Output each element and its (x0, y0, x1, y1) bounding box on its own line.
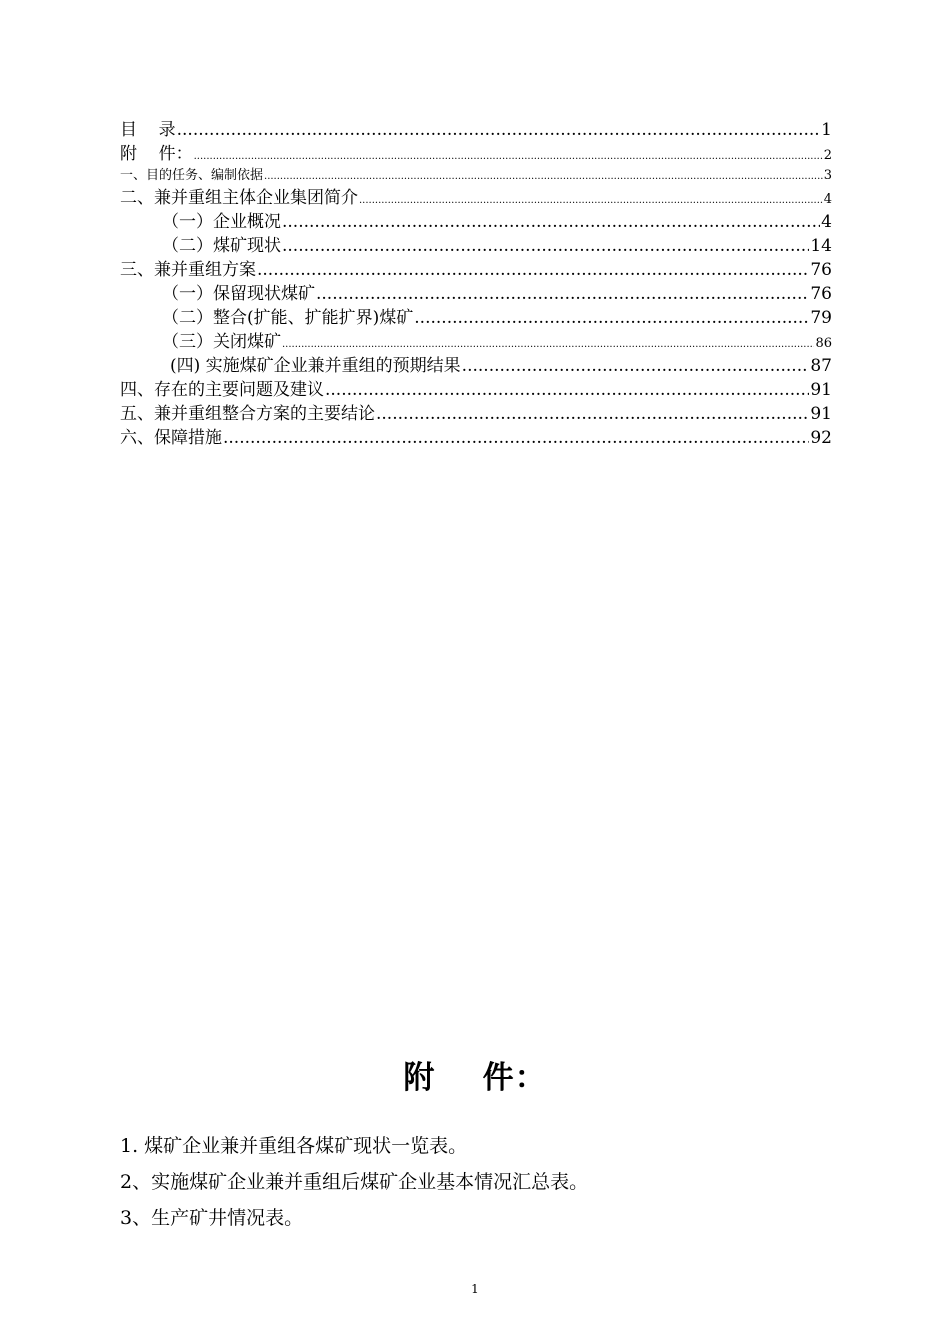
toc-leader-dots (316, 282, 809, 306)
toc-entry[interactable] (120, 282, 832, 306)
toc-leader-dots (223, 426, 809, 450)
toc-leader-dots (462, 354, 810, 378)
toc-entry[interactable] (120, 402, 832, 426)
toc-entry-title: （一）保留现状煤矿 (162, 284, 315, 304)
toc-entry[interactable] (120, 330, 832, 354)
attachment-item: 3、生产矿井情况表。 (120, 1207, 304, 1229)
toc-entry-page: 76 (810, 260, 832, 280)
toc-entry-title: (四) 实施煤矿企业兼并重组的预期结果 (170, 356, 461, 376)
toc-entry-title: （二）煤矿现状 (162, 236, 281, 256)
toc-entry-page: 92 (810, 428, 832, 448)
toc-entry-title: 六、保障措施 (120, 428, 222, 448)
toc-entry[interactable] (120, 166, 832, 186)
attachments-heading: 附 件： (403, 1060, 547, 1096)
toc-entry-title: 一、目的任务、编制依据 (120, 168, 264, 183)
page-number: 1 (471, 1282, 479, 1296)
toc-entry-page: 2 (823, 148, 832, 163)
toc-entry[interactable] (120, 354, 832, 378)
toc-entry-page: 14 (810, 236, 832, 256)
toc-entry-page: 91 (810, 380, 832, 400)
toc-leader-dots (376, 402, 809, 426)
toc-entry-title: （一）企业概况 (162, 212, 281, 232)
toc-entry-page: 86 (815, 336, 832, 351)
toc-leader-dots (264, 167, 823, 187)
toc-entry[interactable] (120, 426, 832, 450)
toc-entry[interactable] (120, 142, 832, 166)
toc-entry-title: （三）关闭煤矿 (162, 332, 281, 352)
toc-entry[interactable] (120, 378, 832, 402)
toc-entry[interactable] (120, 118, 832, 142)
toc-entry-title: 附 件： (120, 144, 193, 164)
toc-entry[interactable] (120, 234, 832, 258)
toc-entry-page: 1 (821, 120, 832, 140)
toc-entry[interactable] (120, 186, 832, 210)
toc-leader-dots (257, 258, 809, 282)
toc-entry-title: 五、兼并重组整合方案的主要结论 (120, 404, 375, 424)
toc-entry[interactable] (120, 210, 832, 234)
toc-entry-page: 76 (810, 284, 832, 304)
toc-entry-title: 四、存在的主要问题及建议 (120, 380, 324, 400)
toc-entry-page: 4 (823, 192, 832, 207)
toc-entry-page: 4 (821, 212, 832, 232)
toc-entry-page: 87 (810, 356, 832, 376)
toc-entry[interactable] (120, 258, 832, 282)
toc-entry-title: （二）整合(扩能、扩能扩界)煤矿 (162, 308, 414, 328)
attachment-item: 2、实施煤矿企业兼并重组后煤矿企业基本情况汇总表。 (120, 1171, 589, 1193)
toc-entry-page: 91 (810, 404, 832, 424)
toc-leader-dots (325, 378, 809, 402)
toc-entry-title: 二、兼并重组主体企业集团简介 (120, 188, 358, 208)
toc-entry-title: 三、兼并重组方案 (120, 260, 256, 280)
toc-leader-dots (282, 210, 820, 234)
toc-leader-dots (194, 145, 823, 169)
toc-leader-dots (177, 118, 821, 142)
toc-entry-page: 79 (810, 308, 832, 328)
attachment-item: 1. 煤矿企业兼并重组各煤矿现状一览表。 (120, 1135, 468, 1157)
toc-leader-dots (282, 234, 809, 258)
attachments-list (120, 1128, 840, 1236)
toc-entry-page: 3 (823, 168, 832, 183)
toc-leader-dots (414, 306, 809, 330)
toc-entry-title: 目 录 (120, 120, 176, 140)
table-of-contents (120, 118, 832, 450)
toc-entry[interactable] (120, 306, 832, 330)
